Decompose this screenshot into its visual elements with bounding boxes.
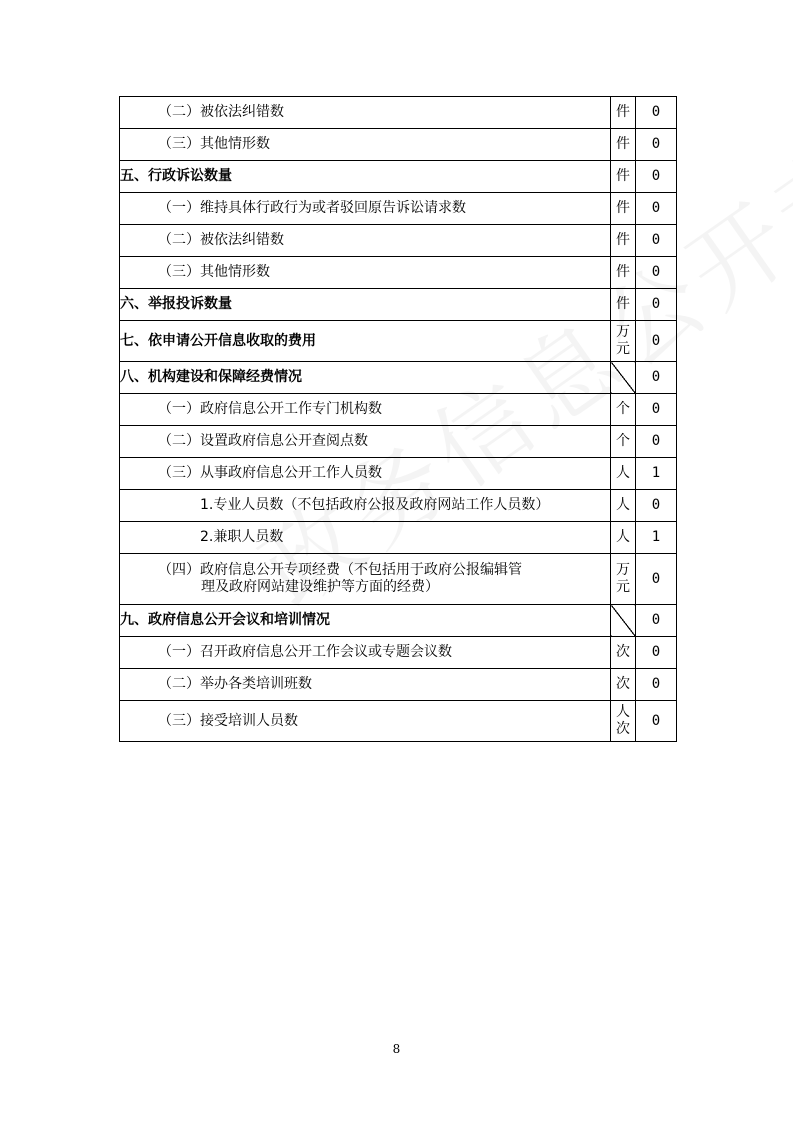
- row-unit: 次: [611, 669, 636, 701]
- row-unit: 人: [611, 490, 636, 522]
- table-row: [120, 458, 677, 490]
- table-row: [120, 554, 677, 605]
- row-unit: 件: [611, 289, 636, 321]
- row-label: （二）举办各类培训班数: [158, 676, 312, 692]
- row-value: 0: [636, 701, 677, 742]
- row-value: 0: [636, 490, 677, 522]
- row-unit: 件: [611, 225, 636, 257]
- row-unit: 人 次: [611, 701, 636, 742]
- row-label: （三）接受培训人员数: [158, 712, 298, 729]
- row-label: （三）从事政府信息公开工作人员数: [158, 465, 382, 481]
- row-label: 1.专业人员数（不包括政府公报及政府网站工作人员数）: [200, 497, 550, 513]
- row-label: （二）被依法纠错数: [158, 104, 284, 120]
- row-value: 0: [636, 362, 677, 394]
- row-label: （三）其他情形数: [158, 264, 270, 280]
- table-row: [120, 490, 677, 522]
- row-unit: 人: [611, 458, 636, 490]
- row-label: （四）政府信息公开专项经费（不包括用于政府公报编辑管 理及政府网站建设维护等方面的经费）: [158, 562, 522, 595]
- table-row: [120, 225, 677, 257]
- row-unit: 件: [611, 129, 636, 161]
- row-unit: 个: [611, 394, 636, 426]
- row-label: 2.兼职人员数: [200, 529, 284, 545]
- row-unit: 万 元: [611, 554, 636, 605]
- row-label: （二）被依法纠错数: [158, 232, 284, 248]
- page-number: 8: [392, 1042, 401, 1056]
- row-value: 0: [636, 669, 677, 701]
- section-heading: 六、举报投诉数量: [120, 296, 232, 312]
- table-row: [120, 321, 677, 362]
- section-heading: 七、依申请公开信息收取的费用: [120, 332, 316, 349]
- row-label: （一）政府信息公开工作专门机构数: [158, 401, 382, 417]
- row-value: 0: [636, 193, 677, 225]
- row-value: 0: [636, 605, 677, 637]
- row-unit: 个: [611, 426, 636, 458]
- table-row: [120, 289, 677, 321]
- row-unit: 件: [611, 161, 636, 193]
- row-value: 0: [636, 161, 677, 193]
- table-row: [120, 362, 677, 394]
- table-row: [120, 97, 677, 129]
- table-row: [120, 193, 677, 225]
- section-heading: 九、政府信息公开会议和培训情况: [120, 612, 330, 628]
- table-row: [120, 129, 677, 161]
- row-unit: 件: [611, 193, 636, 225]
- row-value: 0: [636, 426, 677, 458]
- row-value: 0: [636, 129, 677, 161]
- diagonal-slash-cell: [611, 362, 636, 394]
- diagonal-slash-cell: [611, 605, 636, 637]
- row-value: 0: [636, 394, 677, 426]
- row-unit: 人: [611, 522, 636, 554]
- row-label: （三）其他情形数: [158, 136, 270, 152]
- section-heading: 八、机构建设和保障经费情况: [120, 369, 302, 385]
- table-row: [120, 637, 677, 669]
- row-unit: 件: [611, 257, 636, 289]
- table-row: [120, 669, 677, 701]
- row-label: （一）维持具体行政行为或者驳回原告诉讼请求数: [158, 200, 466, 216]
- row-label: （一）召开政府信息公开工作会议或专题会议数: [158, 644, 452, 660]
- row-value: 0: [636, 289, 677, 321]
- row-unit: 件: [611, 97, 636, 129]
- table-row: [120, 605, 677, 637]
- row-value: 0: [636, 637, 677, 669]
- table-row: [120, 426, 677, 458]
- table-row: [120, 161, 677, 193]
- row-value: 0: [636, 554, 677, 605]
- row-value: 0: [636, 97, 677, 129]
- table-row: [120, 257, 677, 289]
- statistics-table: [119, 96, 677, 742]
- row-value: 1: [636, 458, 677, 490]
- row-value: 1: [636, 522, 677, 554]
- table-row: [120, 701, 677, 742]
- row-value: 0: [636, 225, 677, 257]
- table-row: [120, 522, 677, 554]
- row-unit: 次: [611, 637, 636, 669]
- table-row: [120, 394, 677, 426]
- row-value: 0: [636, 257, 677, 289]
- section-heading: 五、行政诉讼数量: [120, 168, 232, 184]
- row-value: 0: [636, 321, 677, 362]
- row-unit: 万 元: [611, 321, 636, 362]
- row-label: （二）设置政府信息公开查阅点数: [158, 433, 368, 449]
